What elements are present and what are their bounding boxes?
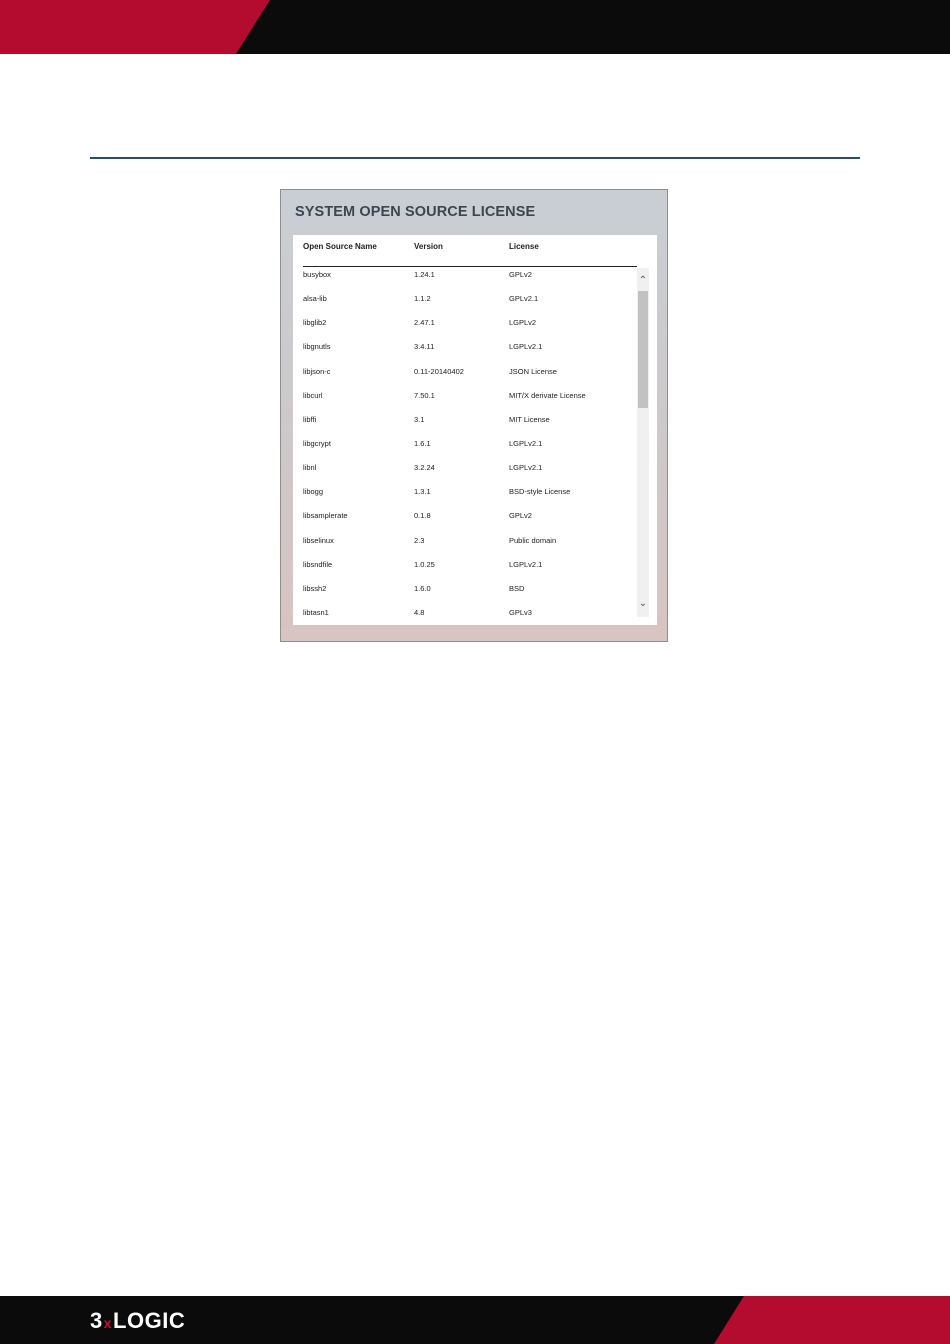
table-row[interactable] [303,315,637,339]
cell-version: 1.6.1 [414,438,431,448]
section-divider [90,157,860,159]
logo-suffix: LOGIC [113,1308,186,1333]
cell-name: libnl [303,463,317,473]
cell-version: 1.24.1 [414,270,435,279]
cell-name: libssh2 [303,583,327,593]
chevron-down-icon[interactable]: ⌄ [638,598,648,609]
top-banner [0,0,950,54]
cell-version: 4.8 [414,607,425,617]
cell-license: LGPLv2.1 [509,438,543,448]
table-row[interactable] [303,388,637,412]
cell-license: JSON License [509,366,557,376]
cell-version: 1.3.1 [414,487,431,497]
scrollbar-thumb[interactable] [638,291,648,408]
cell-version: 7.50.1 [414,390,435,400]
cell-name: alsa-lib [303,294,327,304]
cell-name: libtasn1 [303,607,329,617]
table-row[interactable] [303,581,637,605]
cell-version: 1.1.2 [414,294,431,304]
cell-license: LGPLv2.1 [509,342,543,352]
logo-prefix: 3 [90,1308,103,1333]
cell-name: libgcrypt [303,438,331,448]
cell-name: libsamplerate [303,511,348,521]
3xlogic-logo [90,1307,185,1335]
cell-version: 2.47.1 [414,318,435,328]
cell-name: libselinux [303,535,334,545]
cell-license: MIT/X derivate License [509,390,586,400]
table-row[interactable] [303,508,637,532]
cell-name: libsndfile [303,559,333,569]
table-row[interactable] [303,460,637,484]
cell-version: 3.2.24 [414,463,435,473]
license-dialog [280,189,668,642]
bottom-banner [0,1296,950,1344]
dialog-title: SYSTEM OPEN SOURCE LICENSE [295,204,536,220]
cell-version: 0.1.8 [414,511,431,521]
column-header-version[interactable]: Version [414,242,443,251]
cell-name: libjson-c [303,366,331,376]
cell-version: 3.1 [414,414,425,424]
table-row[interactable] [303,364,637,388]
table-row[interactable] [303,605,637,625]
table-row[interactable] [303,412,637,436]
table-header [303,235,637,267]
cell-license: GPLv2 [509,511,532,521]
cell-license: BSD-style License [509,487,571,497]
top-banner-red-accent [0,0,270,54]
chevron-up-icon[interactable]: ⌃ [638,275,648,286]
cell-version: 1.0.25 [414,559,435,569]
cell-license: BSD [509,583,525,593]
table-row[interactable] [303,557,637,581]
cell-name: busybox [303,270,331,279]
cell-license: LGPLv2 [509,318,537,328]
table-row[interactable] [303,484,637,508]
license-table-panel [293,235,657,625]
table-row[interactable] [303,533,637,557]
cell-license: GPLv3 [509,607,532,617]
table-row[interactable] [303,267,637,291]
cell-name: libgnutls [303,342,331,352]
table-row[interactable] [303,339,637,363]
cell-license: MIT License [509,414,550,424]
cell-name: libglib2 [303,318,327,328]
cell-license: GPLv2.1 [509,294,539,304]
cell-name: libffi [303,414,317,424]
cell-version: 0.11-20140402 [414,366,464,376]
cell-version: 3.4.11 [414,342,435,352]
cell-license: LGPLv2.1 [509,559,543,569]
column-header-name[interactable]: Open Source Name [303,242,377,251]
cell-version: 1.6.0 [414,583,431,593]
column-header-license[interactable]: License [509,242,539,251]
cell-license: LGPLv2.1 [509,463,543,473]
cell-license: GPLv2 [509,270,532,279]
cell-name: libcurl [303,390,323,400]
cell-name: libogg [303,487,324,497]
vertical-scrollbar[interactable] [637,268,649,617]
table-row[interactable] [303,436,637,460]
bottom-banner-red-accent [714,1296,950,1344]
table-row[interactable] [303,291,637,315]
cell-license: Public domain [509,535,557,545]
logo-x: x [103,1315,113,1331]
cell-version: 2.3 [414,535,425,545]
table-body [303,267,637,625]
